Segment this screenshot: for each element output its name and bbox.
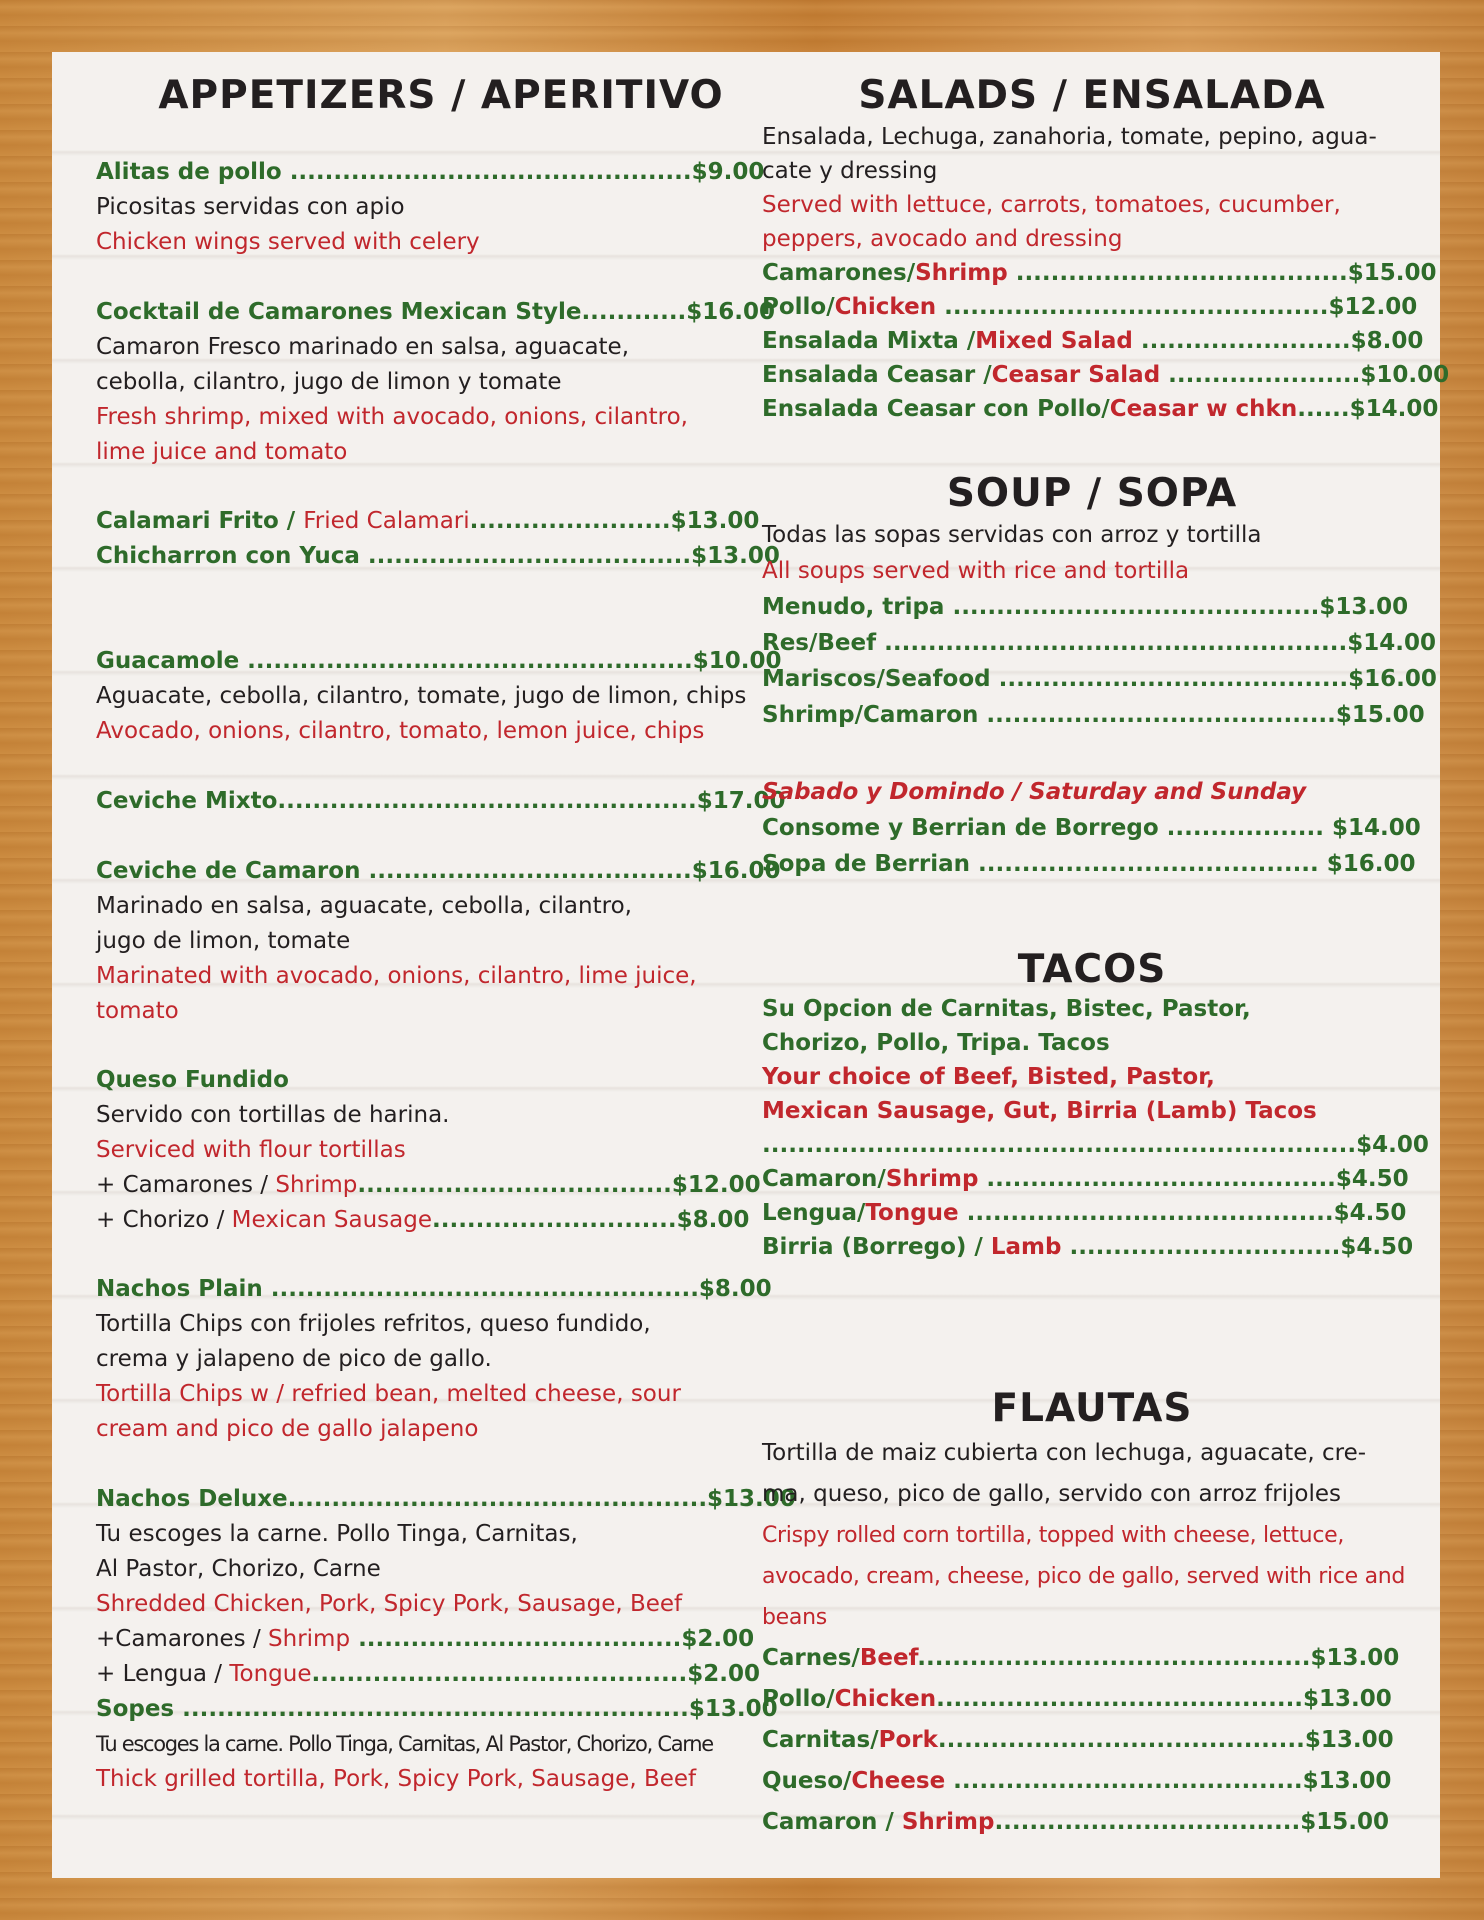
queso-addon-shrimp: + Camarones / Shrimp....................................$12.00 (96, 1172, 761, 1198)
soup-desc-es: Todas las sopas servidas con arroz y tortilla (762, 522, 1262, 548)
soup-desc-en: All soups served with rice and tortilla (762, 558, 1190, 584)
salad-item: Camarones/Shrimp ......................................$15.00 (762, 260, 1437, 286)
calamari-name: Calamari Frito / Fried Calamari.......................$13.00 (96, 508, 760, 534)
guacamole-desc-en: Avocado, onions, cilantro, tomato, lemon juice, chips (96, 718, 705, 744)
taco-item: Camaron/Shrimp ........................................$4.50 (762, 1166, 1409, 1192)
flauta-item: Camaron / Shrimp...................................$15.00 (762, 1809, 1389, 1835)
item-nachos-deluxe (96, 1482, 796, 1692)
taco-item: Birria (Borrego) / Lamb ...............................$4.50 (762, 1234, 1414, 1260)
nachos-deluxe-desc-es-1: Tu escoges la carne. Pollo Tinga, Carnitas, (96, 1521, 578, 1547)
flauta-item: Carnes/Beef.............................................$13.00 (762, 1645, 1400, 1671)
flautas-desc-en-1: Crispy rolled corn tortilla, topped with cheese, lettuce, (762, 1523, 1345, 1548)
item-ceviche-camaron (96, 854, 781, 1029)
cocktail-desc-en-2: lime juice and tomato (96, 439, 348, 465)
salad-item: Ensalada Ceasar /Ceasar Salad ......................$10.00 (762, 362, 1450, 388)
ceviche-camaron-name: Ceviche de Camaron .....................................$16.00 (96, 858, 781, 884)
soup-item: Mariscos/Seafood ........................................$16.00 (762, 666, 1437, 692)
nachos-deluxe-desc-en: Shredded Chicken, Pork, Spicy Pork, Sausage, Beef (96, 1591, 683, 1617)
ceviche-mixto-name: Ceviche Mixto................................................$17.00 (96, 788, 786, 814)
flautas-desc-es-1: Tortilla de maiz cubierta con lechuga, aguacate, cre- (762, 1440, 1367, 1466)
flauta-item: Queso/Cheese ........................................$13.00 (762, 1768, 1392, 1794)
weekend-soup-item: Consome y Berrian de Borrego .................. $14.00 (762, 815, 1421, 841)
salads-desc-es-2: cate y dressing (762, 158, 938, 184)
weekend-soup-section (762, 774, 1421, 882)
nachos-deluxe-addon-shrimp: +Camarones / Shrimp .....................................$2.00 (96, 1626, 755, 1652)
ceviche-desc-en-1: Marinated with avocado, onions, cilantro, lime juice, (96, 963, 697, 989)
item-ceviche-mixto (96, 784, 786, 819)
item-guacamole (96, 644, 782, 749)
alitas-name: Alitas de pollo ..............................................$9.00 (96, 159, 765, 185)
guacamole-name: Guacamole ...................................................$10.00 (96, 648, 782, 674)
tacos-section (762, 992, 1429, 1264)
salad-item: Ensalada Ceasar con Pollo/Ceasar w chkn......$14.00 (762, 396, 1439, 422)
flautas-desc-en-2: avocado, cream, cheese, pico de gallo, served with rice and (762, 1564, 1406, 1589)
guacamole-desc-es: Aguacate, cebolla, cilantro, tomate, jugo de limon, chips (96, 683, 747, 709)
alitas-desc-es: Picositas servidas con apio (96, 194, 405, 220)
nachos-deluxe-addon-tongue: + Lengua / Tongue...........................................$2.00 (96, 1661, 760, 1687)
tacos-desc-es-1: Su Opcion de Carnitas, Bistec, Pastor, (762, 996, 1251, 1022)
appetizers-title: APPETIZERS / APERITIVO (158, 73, 724, 118)
item-cocktail (96, 295, 775, 470)
alitas-desc-en: Chicken wings served with celery (96, 229, 480, 255)
nachos-plain-desc-en-1: Tortilla Chips w / refried bean, melted cheese, sour (96, 1381, 681, 1407)
menu-page (52, 52, 1450, 1878)
taco-item: Lengua/Tongue ..........................................$4.50 (762, 1200, 1407, 1226)
flautas-section (762, 1433, 1405, 1843)
nachos-plain-desc-es-2: crema y jalapeno de pico de gallo. (96, 1346, 492, 1372)
soup-section (762, 517, 1437, 733)
queso-addon-chorizo: + Chorizo / Mexican Sausage............................$8.00 (96, 1207, 750, 1233)
item-alitas (96, 155, 764, 260)
weekend-title: Sabado y Domindo / Saturday and Sunday (762, 779, 1307, 805)
flautas-desc-es-2: ma, queso, pico de gallo, servido con arroz frijoles (762, 1481, 1342, 1507)
flauta-item: Pollo/Chicken..........................................$13.00 (762, 1686, 1392, 1712)
sopes-desc-en: Thick grilled tortilla, Pork, Spicy Pork, Sausage, Beef (96, 1766, 697, 1792)
ceviche-desc-en-2: tomato (96, 998, 179, 1024)
item-calamari (96, 504, 780, 574)
flauta-item: Carnitas/Pork..........................................$13.00 (762, 1727, 1394, 1753)
salad-item: Pollo/Chicken ............................................$12.00 (762, 294, 1418, 320)
cocktail-name: Cocktail de Camarones Mexican Style............$16.00 (96, 299, 776, 325)
nachos-plain-desc-en-2: cream and pico de gallo jalapeno (96, 1416, 479, 1442)
chicharron-name: Chicharron con Yuca .....................................$13.00 (96, 543, 780, 569)
weekend-soup-item: Sopa de Berrian ....................................... $16.00 (762, 851, 1416, 877)
flautas-title: FLAUTAS (991, 1386, 1193, 1431)
tacos-title: TACOS (1017, 947, 1167, 992)
salad-item: Ensalada Mixta /Mixed Salad ........................$8.00 (762, 328, 1424, 354)
soup-item: Menudo, tripa ..........................................$13.00 (762, 594, 1409, 620)
salads-desc-en-1: Served with lettuce, carrots, tomatoes, cucumber, (762, 192, 1341, 218)
soup-title: SOUP / SOPA (946, 471, 1238, 516)
salads-desc-en-2: peppers, avocado and dressing (762, 226, 1123, 252)
soup-item: Shrimp/Camaron ........................................$15.00 (762, 702, 1425, 728)
cocktail-desc-en-1: Fresh shrimp, mixed with avocado, onions, cilantro, (96, 404, 688, 430)
nachos-plain-desc-es-1: Tortilla Chips con frijoles refritos, queso fundido, (96, 1311, 651, 1337)
sopes-desc-es: Tu escoges la carne. Pollo Tinga, Carnitas, Al Pastor, Chorizo, Carne (96, 1732, 713, 1756)
item-sopes (96, 1692, 778, 1797)
cocktail-desc-es-2: cebolla, cilantro, jugo de limon y tomate (96, 369, 562, 395)
flautas-desc-en-3: beans (762, 1605, 827, 1630)
tacos-desc-es-2: Chorizo, Pollo, Tripa. Tacos (762, 1030, 1110, 1056)
tacos-desc-en-1: Your choice of Beef, Bisted, Pastor, (762, 1064, 1215, 1090)
soup-item: Res/Beef .....................................................$14.00 (762, 630, 1436, 656)
tacos-desc-en-2: Mexican Sausage, Gut, Birria (Lamb) Tacos (762, 1098, 1317, 1124)
queso-desc-es: Servido con tortillas de harina. (96, 1102, 450, 1128)
salads-section (762, 120, 1449, 426)
ceviche-desc-es-1: Marinado en salsa, aguacate, cebolla, cilantro, (96, 893, 632, 919)
salads-title: SALADS / ENSALADA (858, 73, 1326, 118)
nachos-deluxe-name: Nachos Deluxe................................................$13.00 (96, 1486, 796, 1512)
nachos-plain-name: Nachos Plain .................................................$8.00 (96, 1276, 772, 1302)
ceviche-desc-es-2: jugo de limon, tomate (96, 928, 351, 954)
tacos-base-price: ....................................................................$4.00 (762, 1132, 1429, 1158)
cocktail-desc-es-1: Camaron Fresco marinado en salsa, aguacate, (96, 334, 630, 360)
item-queso-fundido (96, 1063, 761, 1238)
item-nachos-plain (96, 1272, 772, 1447)
nachos-deluxe-desc-es-2: Al Pastor, Chorizo, Carne (96, 1556, 381, 1582)
salads-desc-es-1: Ensalada, Lechuga, zanahoria, tomate, pepino, agua- (762, 124, 1377, 150)
queso-name: Queso Fundido (96, 1067, 289, 1093)
queso-desc-en: Serviced with flour tortillas (96, 1137, 406, 1163)
sopes-name: Sopes ..........................................................$13.00 (96, 1696, 778, 1722)
